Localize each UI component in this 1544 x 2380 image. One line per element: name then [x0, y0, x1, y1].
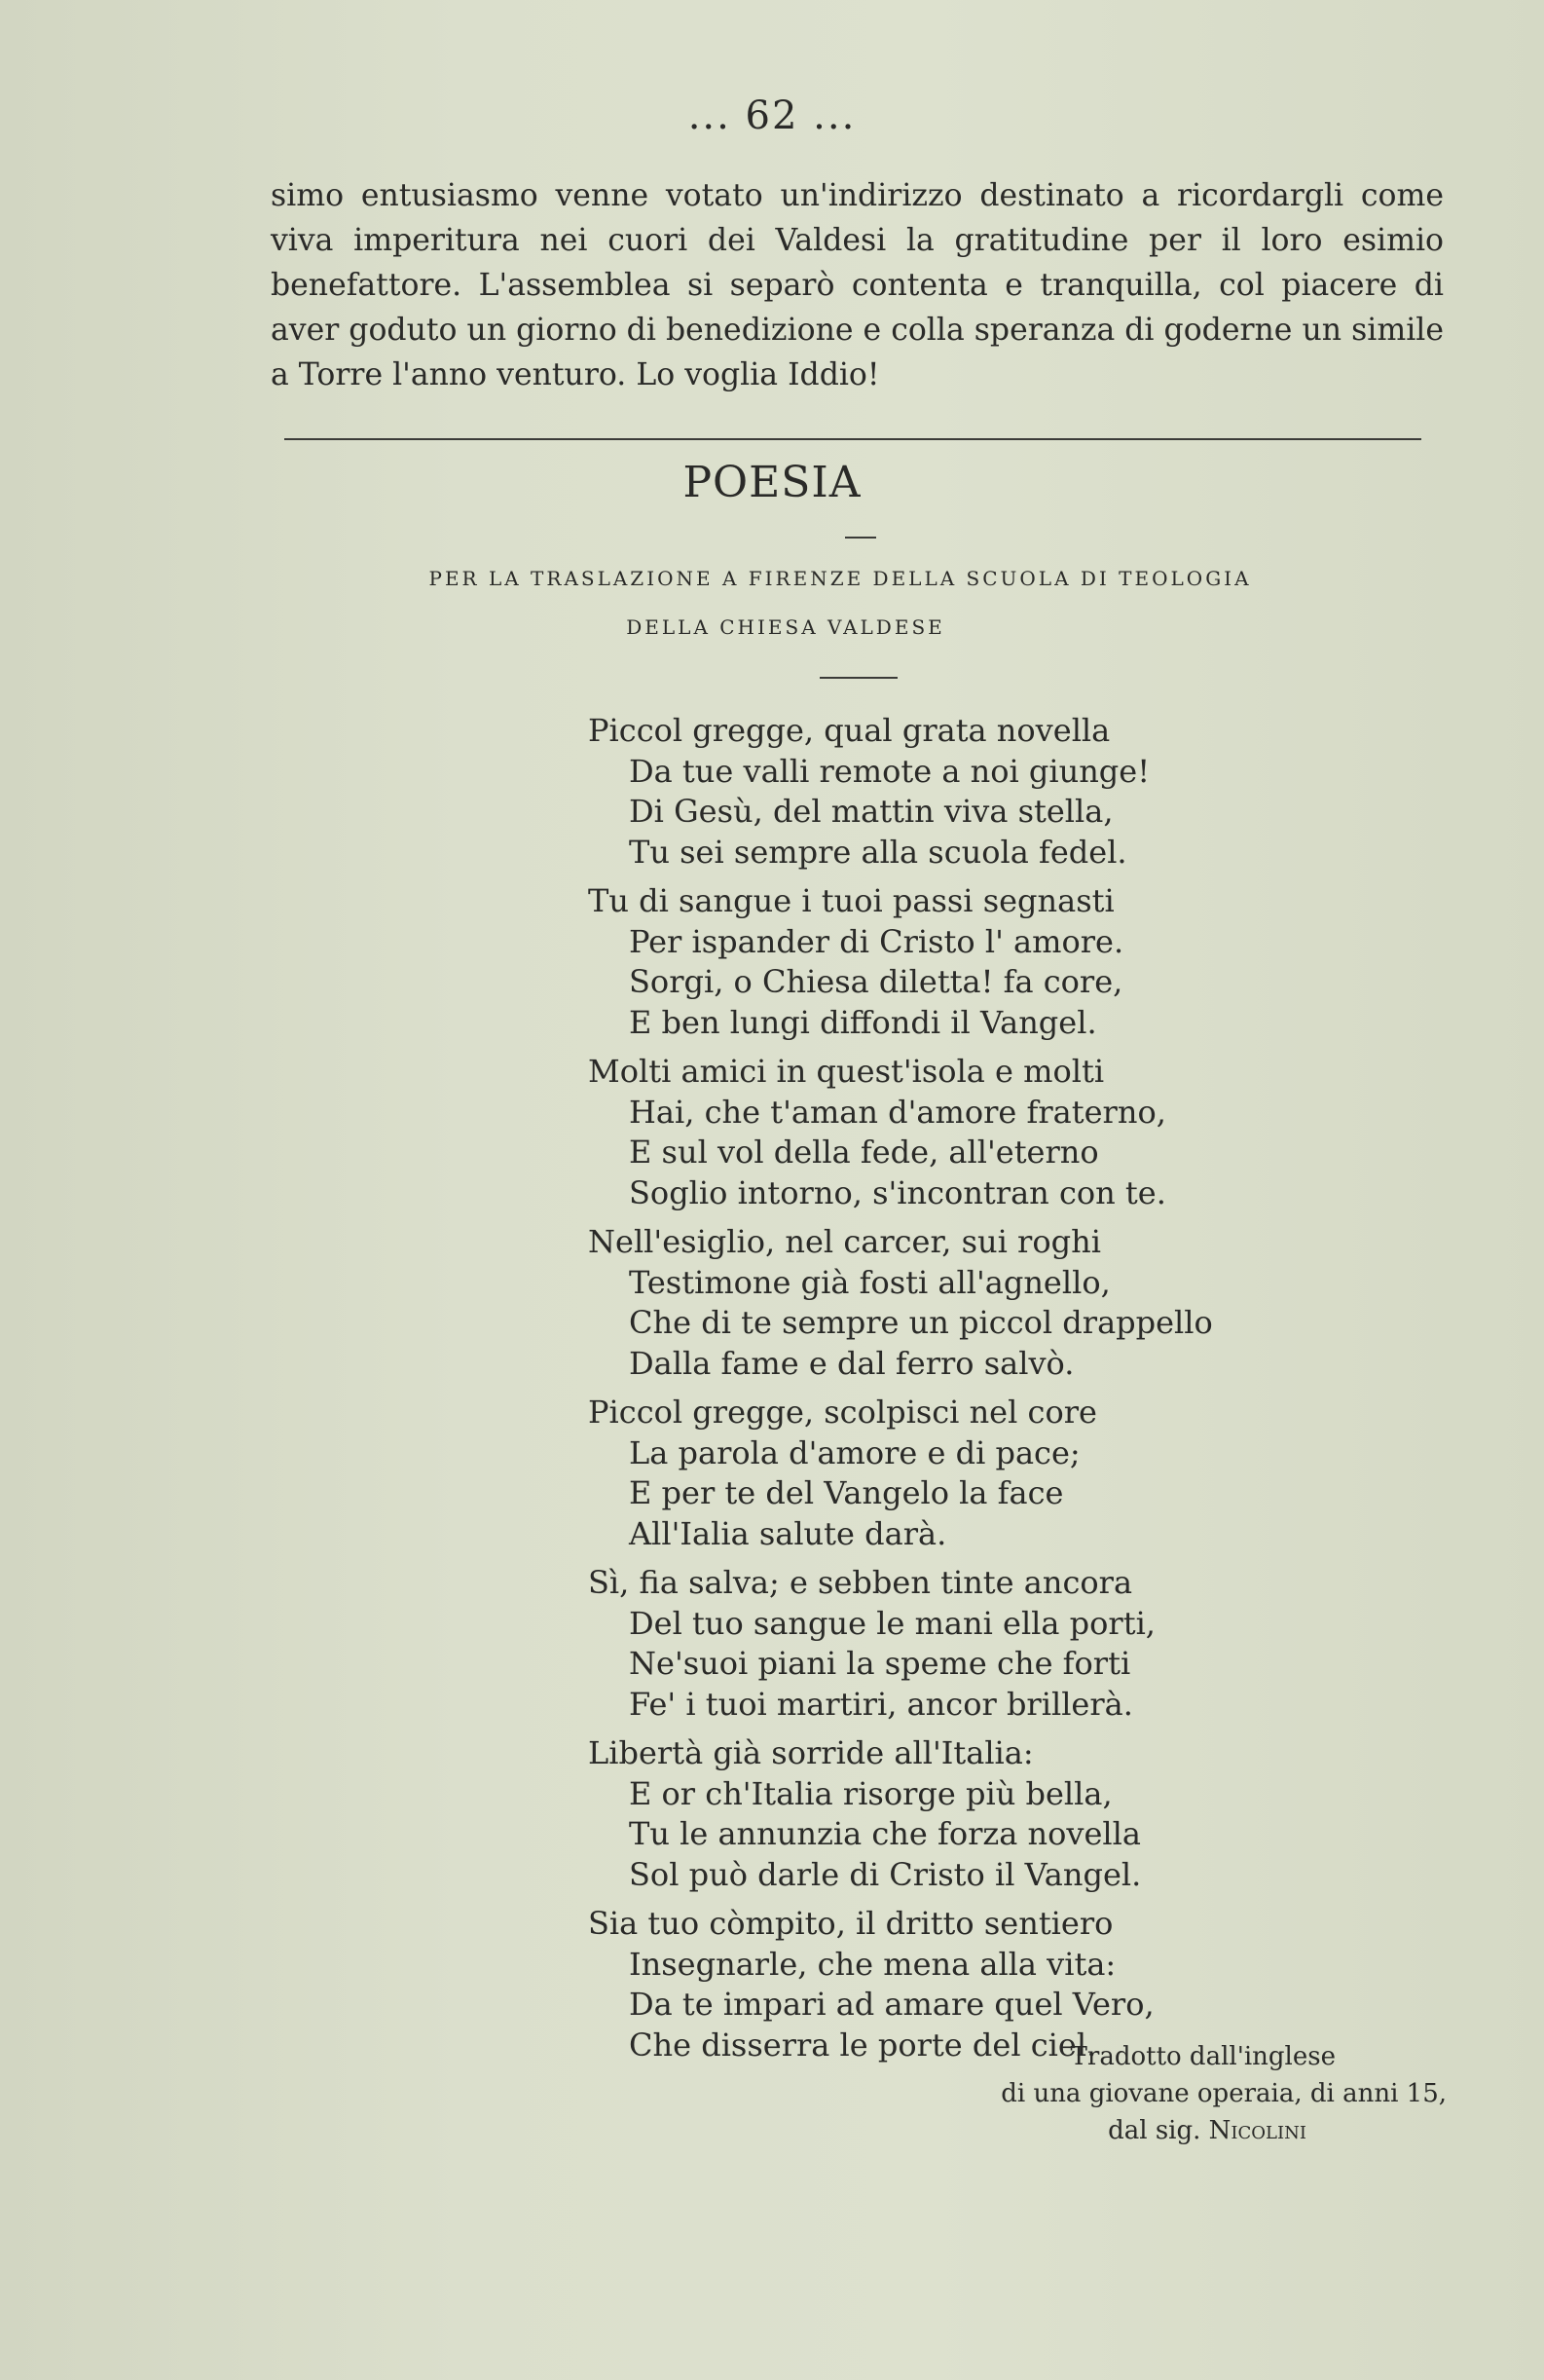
stanza	[588, 1393, 1213, 1554]
verse-line: Piccol gregge, scolpisci nel core	[588, 1394, 1097, 1431]
verse-line: E ben lungi diffondi il Vangel.	[629, 1003, 1097, 1041]
verse-line: Tu di sangue i tuoi passi segnasti	[588, 882, 1115, 919]
verse-line: Libertà già sorride all'Italia:	[588, 1734, 1034, 1771]
attribution-prefix: dal sig.	[1108, 2116, 1201, 2145]
verse-line: Che di te sempre un piccol drappello	[629, 1304, 1213, 1341]
verse-line: Di Gesù, del mattin viva stella,	[629, 793, 1114, 830]
verse-line: Tu le annunzia che forza novella	[629, 1815, 1141, 1852]
intro-text: simo entusiasmo venne votato un'indirizzo destinato a ricordargli come viva imperitura nei cuori dei Valdesi la gratitudine per il loro esimio benefattore. L'assemblea si separò contenta e tranquilla, col piacere di aver goduto un giorno di benedizione e colla speranza di goderne un simile a Torre l'anno venturo. Lo voglia Iddio!	[271, 178, 1444, 392]
stanza	[588, 711, 1213, 873]
verse-line: Dalla fame e dal ferro salvò.	[629, 1344, 1075, 1382]
verse-line: Ne'suoi piani la speme che forti	[629, 1645, 1131, 1682]
attribution	[876, 2038, 1447, 2149]
verse-line: Che disserra le porte del ciel.	[629, 2026, 1097, 2064]
verse-line: All'Ialia salute darà.	[629, 1514, 947, 1552]
verse-line: E or ch'Italia risorge più bella,	[629, 1774, 1113, 1812]
page-number: ... 62 ...	[687, 93, 857, 138]
verse-line: Del tuo sangue le mani ella porti,	[629, 1604, 1156, 1642]
title-dash	[845, 537, 876, 539]
verse-line: Da te impari ad amare quel Vero,	[629, 1986, 1155, 2023]
verse-line: Per ispander di Cristo l' amore.	[629, 922, 1124, 960]
verse-line: Sia tuo còmpito, il dritto sentiero	[588, 1905, 1114, 1942]
stanza	[588, 881, 1213, 1043]
verse-line: Hai, che t'aman d'amore fraterno,	[629, 1093, 1166, 1131]
intro-paragraph	[271, 173, 1444, 397]
verse-line: Fe' i tuoi martiri, ancor brillerà.	[629, 1685, 1133, 1723]
verse-line: Testimone già fosti all'agnello,	[629, 1263, 1111, 1301]
poem-subtitle-line-2: DELLA CHIESA VALDESE	[626, 615, 945, 639]
attribution-line: Tradotto dall'inglese	[1070, 2042, 1336, 2071]
poem-subtitle-line-1: PER LA TRASLAZIONE A FIRENZE DELLA SCUOLA DI TEOLOGIA	[428, 567, 1252, 590]
stanza	[588, 1733, 1213, 1895]
verse-line: La parola d'amore e di pace;	[629, 1433, 1081, 1471]
section-divider	[284, 438, 1421, 440]
verse-line: E per te del Vangelo la face	[629, 1474, 1064, 1511]
verse-line: Insegnarle, che mena alla vita:	[629, 1945, 1117, 1983]
stanza	[588, 1222, 1213, 1384]
verse-line: E sul vol della fede, all'eterno	[629, 1134, 1099, 1171]
verse-line: Da tue valli remote a noi giunge!	[629, 752, 1151, 790]
stanza	[588, 1563, 1213, 1725]
stanza	[588, 1052, 1213, 1213]
verse-line: Sol può darle di Cristo il Vangel.	[629, 1855, 1142, 1893]
verse-line: Soglio intorno, s'incontran con te.	[629, 1173, 1166, 1211]
subtitle-dash	[820, 677, 898, 679]
attribution-line	[876, 2112, 1447, 2149]
verse-line: Nell'esiglio, nel carcer, sui roghi	[588, 1223, 1101, 1260]
poem-title: POESIA	[682, 458, 862, 507]
translator-name: Nicolini	[1208, 2116, 1306, 2145]
attribution-line: di una giovane operaia, di anni 15,	[1001, 2079, 1447, 2108]
poem-body	[588, 711, 1213, 2074]
verse-line: Sì, fia salva; e sebben tinte ancora	[588, 1564, 1133, 1601]
verse-line: Piccol gregge, qual grata novella	[588, 712, 1111, 749]
verse-line: Molti amici in quest'isola e molti	[588, 1053, 1105, 1090]
verse-line: Tu sei sempre alla scuola fedel.	[629, 833, 1127, 871]
verse-line: Sorgi, o Chiesa diletta! fa core,	[629, 963, 1123, 1000]
